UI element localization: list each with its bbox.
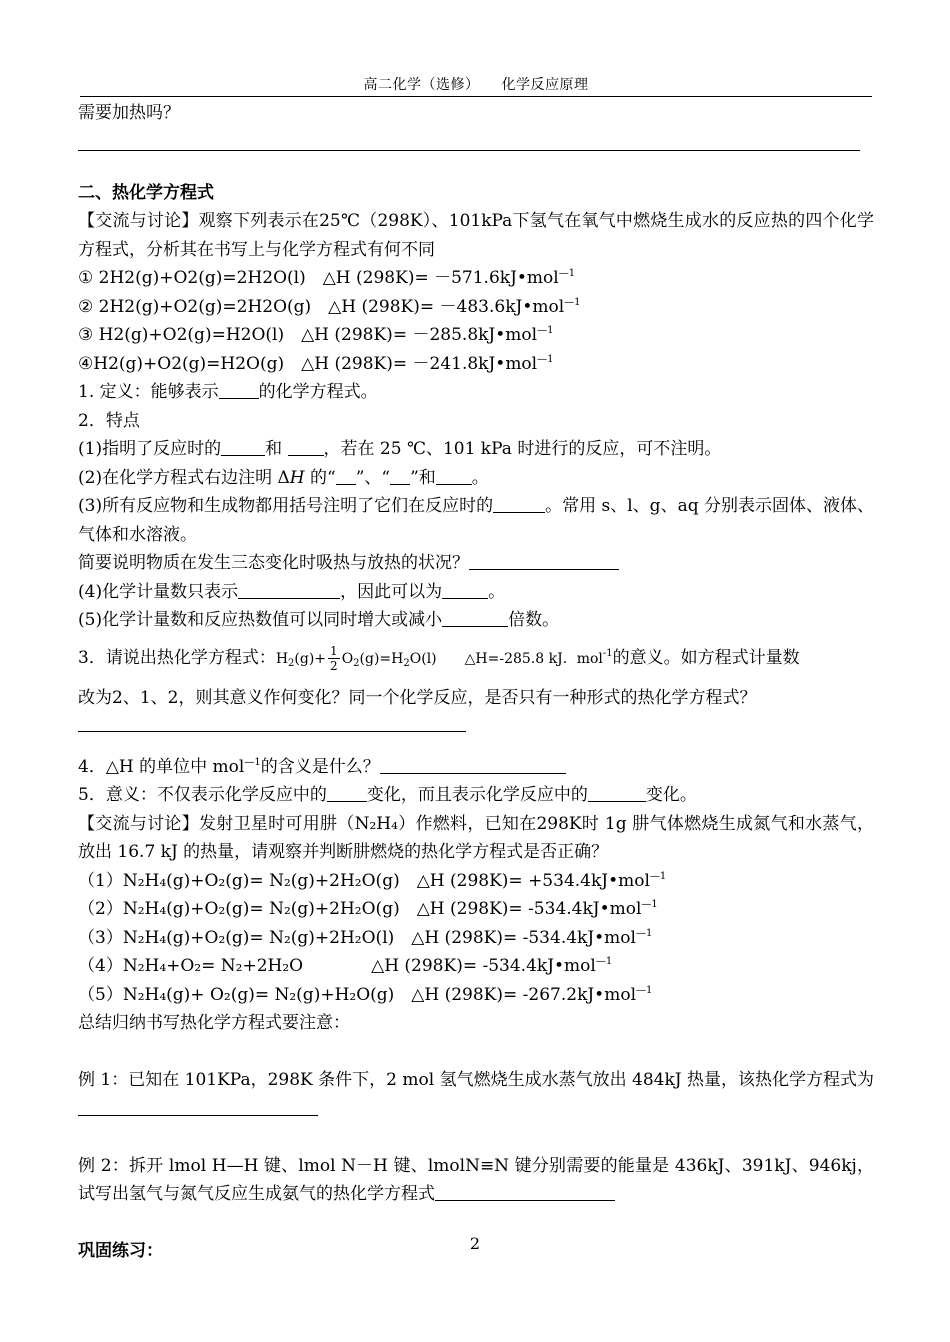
fill-blank[interactable] [493, 494, 545, 513]
text-span: 例 2：拆开 lmol H—H 键、lmol N－H 键、lmolN≡N 键分别需要的能量是 436kJ、391kJ、946kj，试写出氢气与氮气反应生成氨气的热化学方程式 [78, 1155, 874, 1204]
section-heading: 巩固练习： [78, 1241, 163, 1261]
hydrazine-equation [78, 924, 874, 953]
fill-blank[interactable] [327, 783, 367, 802]
text-span: 的含义是什么？ [260, 756, 380, 777]
answer-rule [78, 731, 466, 732]
section-heading: 二、热化学方程式 [78, 182, 214, 203]
text-span: 3．请说出热化学方程式： [78, 647, 276, 668]
answer-rule [78, 150, 860, 151]
equation-text: ④H2(g)+O2(g)=H2O(g) △H (298K)= －241.8kJ•mol [78, 353, 538, 374]
header-rule [80, 96, 872, 97]
equation-text: （1）N₂H₄(g)+O₂(g)= N₂(g)+2H₂O(g) △H (298K)= +534.4kJ•mol [78, 870, 650, 891]
text-line: 改为2、1、2，则其意义作何变化？同一个化学反应，是否只有一种形式的热化学方程式？ [78, 687, 757, 708]
fill-blank[interactable] [219, 380, 259, 399]
text-span: ”和 [410, 467, 436, 488]
question-line [78, 635, 874, 681]
superscript: —1 [636, 984, 653, 996]
text-span: ”、“ [355, 467, 391, 488]
fraction-denominator: 2 [330, 659, 338, 673]
text-line: 总结归纳书写热化学方程式要注意： [78, 1013, 350, 1033]
fill-blank[interactable] [469, 551, 619, 570]
text-line: 需要加热吗？ [78, 103, 180, 123]
fill-blank[interactable] [78, 1097, 318, 1116]
text-span: (3)所有反应物和生成物都用括号注明了它们在反应时的 [78, 496, 494, 516]
fill-blank[interactable] [380, 755, 566, 774]
fill-blank[interactable] [588, 783, 646, 802]
question-line [78, 753, 874, 782]
equation-text: （3）N₂H₄(g)+O₂(g)= N₂(g)+2H₂O(l) △H (298K)= -534.4kJ•mol [78, 927, 636, 948]
question-line [78, 781, 874, 810]
superscript: -1 [602, 647, 613, 659]
page-content [78, 99, 874, 1266]
text-span: 。 [471, 467, 489, 488]
text-span: 简要说明物质在发生三态变化时吸热与放热的状况？ [78, 553, 469, 573]
superscript: —1 [595, 956, 613, 967]
equation-text: （2）N₂H₄(g)+O₂(g)= N₂(g)+2H₂O(g) △H (298K)= -534.4kJ•mol [78, 899, 642, 919]
page-header: 高二化学（选修） 化学反应原理 [363, 77, 589, 93]
text-span: 5．意义：不仅表示化学反应中的 [78, 785, 327, 805]
fill-blank[interactable] [336, 466, 356, 485]
fill-blank[interactable] [221, 437, 265, 456]
fraction [328, 644, 340, 673]
text-span: (4)化学计量数只表示 [78, 581, 239, 602]
superscript: —1 [537, 325, 554, 336]
hydrazine-equation [78, 981, 874, 1010]
feature-line [78, 606, 874, 635]
text-span: 的“ [304, 467, 336, 488]
question-line [78, 549, 874, 578]
text-span: 变化，而且表示化学反应中的 [366, 785, 588, 805]
equation-text: （4）N₂H₄+O₂= N₂+2H₂O △H (298K)= -534.4kJ•mol [78, 956, 596, 976]
text-span: 例 1：已知在 101KPa，298K 条件下，2 mol 氢气燃烧生成水蒸气放出 484kJ 热量，该热化学方程式为 [78, 1070, 874, 1090]
superscript: —1 [558, 268, 576, 279]
superscript: —1 [537, 353, 554, 365]
superscript: —1 [641, 899, 658, 910]
text-span: 倍数。 [508, 610, 560, 630]
fill-blank[interactable] [288, 437, 324, 456]
answer-line-row [78, 731, 874, 753]
equation-line [78, 350, 874, 379]
hydrazine-equation [78, 952, 874, 981]
text-span: ，因此可以为 [340, 581, 443, 602]
text-span: 的化学方程式。 [258, 382, 378, 402]
fill-blank[interactable] [390, 466, 410, 485]
thermochemical-equation: $H_2(g)+$ $\frac{1}{2}$ $O_2(g)=H_2O(l)$ △H=-285.8 kJ．mol$^{-1}$ [275, 644, 613, 673]
definition-line [78, 378, 874, 407]
hydrazine-equation [78, 895, 874, 924]
blank-space [78, 1209, 874, 1238]
equation-line [78, 293, 874, 322]
text-span: 变化。 [645, 785, 697, 805]
equation-line [78, 264, 874, 293]
superscript: —1 [635, 927, 653, 939]
equation-text: ③ H2(g)+O2(g)=H2O(l) △H (298K)= －285.8kJ•mol [78, 325, 538, 345]
superscript: —1 [564, 296, 581, 308]
equation-text: ① 2H2(g)+O2(g)=2H2O(l) △H (298K)= －571.6kJ•mol [78, 268, 559, 288]
example-paragraph [78, 1152, 874, 1209]
discussion-paragraph: 【交流与讨论】发射卫星时可用肼（N₂H₄）作燃料，已知在298K时 1g 肼气体燃烧生成氮气和水蒸气，放出 16.7 kJ 的热量，请观察并判断肼燃烧的热化学方程式是否正确？ [78, 813, 874, 862]
superscript: —1 [244, 756, 261, 768]
text-span: 4．△H 的单位中 mol [78, 756, 245, 777]
eq-part: H [275, 650, 289, 667]
discussion-paragraph: 【交流与讨论】观察下列表示在25℃（298K）、101kPa下氢气在氧气中燃烧生成水的反应热的四个化学方程式，分析其在书写上与化学方程式有何不同 [78, 211, 874, 260]
text-line: 2．特点 [78, 410, 140, 431]
feature-paragraph [78, 492, 874, 549]
eq-part: (g)=H [359, 650, 404, 667]
hydrazine-equation [78, 867, 874, 896]
blank-space [78, 1123, 874, 1152]
page-number: 2 [469, 1234, 481, 1253]
text-span: 1. 定义：能够表示 [78, 382, 219, 402]
fill-blank[interactable] [435, 1182, 615, 1201]
equation-line [78, 321, 874, 350]
fill-blank[interactable] [238, 580, 340, 599]
text-span: (1)指明了反应时的 [78, 439, 222, 459]
fraction-numerator: 1 [330, 644, 338, 658]
eq-part: O(l) △H=-285.8 kJ．mol [409, 650, 603, 667]
feature-line [78, 464, 874, 493]
answer-line-row [78, 150, 874, 176]
example-paragraph [78, 1066, 874, 1123]
text-span: 的意义。如方程式计量数 [612, 647, 800, 668]
eq-part: (g)+ [294, 650, 327, 667]
superscript: —1 [649, 870, 667, 882]
feature-line [78, 578, 874, 607]
equation-text: （5）N₂H₄(g)+ O₂(g)= N₂(g)+H₂O(g) △H (298K)= -267.2kJ•mol [78, 984, 637, 1005]
text-span: ，若在 25 ℃、101 kPa 时进行的反应，可不注明。 [323, 439, 722, 459]
feature-line [78, 435, 874, 464]
text-span: (2)在化学方程式右边注明 Δ [78, 467, 290, 488]
text-span: 和 [265, 439, 283, 459]
text-span: H [289, 467, 305, 488]
eq-part: O [341, 650, 354, 667]
fill-blank[interactable] [442, 580, 488, 599]
equation-text: ② 2H2(g)+O2(g)=2H2O(g) △H (298K)= －483.6kJ•mol [78, 296, 565, 317]
text-span: 。常用 s、l、g、aq 分别表示固体、液体、气体和水溶液。 [78, 496, 874, 545]
fill-blank[interactable] [442, 608, 508, 627]
text-span: 。 [488, 581, 506, 602]
text-span: (5)化学计量数和反应热数值可以同时增大或减小 [78, 610, 443, 630]
fill-blank[interactable] [436, 466, 472, 485]
blank-space [78, 1038, 874, 1067]
